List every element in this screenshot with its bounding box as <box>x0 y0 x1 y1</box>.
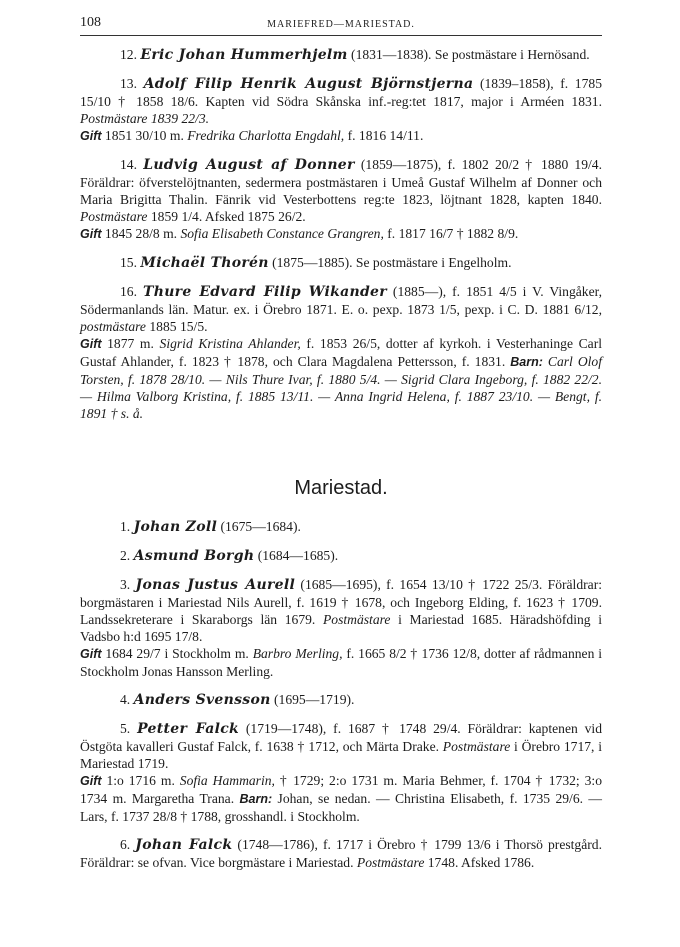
entry-12: 12. Eric Johan Hummerhjelm (1831—1838). Se postmästare i Hernösand. <box>120 47 590 63</box>
person-name: Johan Zoll <box>133 519 218 535</box>
person-name: Thure Edvard Filip Wikander <box>143 284 387 300</box>
entry-14: 14. Ludvig August af Donner (1859—1875), f. 1802 20/2 † 1880 19/4. Föräldrar: öfverstelöjtnanten, sedermera postmästaren i Umeå Gustaf Wilhelm af Donner och Maria Brigitta Thalin. Fänrik vid Vesterbottens reg:te 1823, löjtnant 1828, kapten 1840. Postmästare 1859 1/4. Afsked 1875 26/2. Gift 1845 28/8 m. Sofia Elisabeth Constance Grangren, f. 1817 16/7 † 1882 8/9. <box>80 157 602 241</box>
section-title: Mariestad. <box>294 477 388 499</box>
entry-m5: 5. Petter Falck (1719—1748), f. 1687 † 1748 29/4. Föräldrar: kaptenen vid Östgöta kavalleri Gustaf Falck, f. 1638 † 1712, och Märta Drake. Postmästare i Örebro 1717, i Mariestad 1719. Gift 1:o 1716 m. Sofia Hammarin, † 1729; 2:o 1731 m. Maria Behmer, f. 1704 † 1732; 3:o 1734 m. Margaretha Trana. Barn: Johan, se nedan. — Christina Elisabeth, f. 1735 29/6. — Lars, f. 1737 28/8 † 1788, grosshandl. i Stockholm. <box>80 721 603 824</box>
entry-16: 16. Thure Edvard Filip Wikander (1885—), f. 1851 4/5 i V. Vingåker, Södermanlands län. Matur. ex. i Örebro 1871. E. o. pexp. 1873 1/5, pexp. i C. D. 1881 6/12, postmästare 1885 15/5. Gift 1877 m. Sigrid Kristina Ahlander, f. 1853 26/5, dotter af kyrkoh. i Vesterhaninge Carl Gustaf Ahlander, f. 1823 † 1878, och Clara Magdalena Pettersson, f. 1831. Barn: Carl Olof Torsten, f. 1878 28/10. — Nils Thure Ivar, f. 1880 5/4. — Sigrid Clara Ingeborg, f. 1882 22/2. — Hilma Valborg Kristina, f. 1885 13/11. — Anna Ingrid Helena, f. 1887 23/10. — Bengt, f. 1891 † s. å. <box>80 284 603 421</box>
page-header <box>80 15 602 35</box>
person-name: Petter Falck <box>137 721 240 737</box>
barn-label: Barn: <box>239 792 273 806</box>
person-name: Jonas Justus Aurell <box>135 577 296 593</box>
person-name: Ludvig August af Donner <box>143 157 355 173</box>
running-head: MARIEFRED—MARIESTAD. <box>267 19 415 30</box>
person-name: Asmund Borgh <box>133 548 255 564</box>
entry-m2: 2. Asmund Borgh (1684—1685). <box>120 548 339 564</box>
entry-m3: 3. Jonas Justus Aurell (1685—1695), f. 1654 13/10 † 1722 25/3. Föräldrar: borgmästaren i Mariestad Nils Aurell, f. 1619 † 1678, och Ingeborg Elding, f. 1623 † 1709. Landssekreterare i Skaraborgs län 1679. Postmästare i Mariestad 1685. Häradshöfding i Vadsbo h:d 1695 17/8. Gift 1684 29/7 i Stockholm m. Barbro Merling, f. 1665 8/2 † 1736 12/8, dotter af rådmannen i Stockholm Jonas Hansson Merling. <box>80 577 602 679</box>
page-content <box>80 46 602 882</box>
gift-label: Gift <box>80 337 102 351</box>
entry-m4: 4. Anders Svensson (1695—1719). <box>120 692 355 708</box>
gift-label: Gift <box>80 129 102 143</box>
entry-m6: 6. Johan Falck (1748—1786), f. 1717 i Örebro † 1799 13/6 i Thorsö prestgård. Föräldrar: se ofvan. Vice borgmästare i Mariestad. Postmästare 1748. Afsked 1786. <box>80 837 602 870</box>
person-name: Michaël Thorén <box>140 255 269 271</box>
header-rule <box>80 35 602 36</box>
page-number: 108 <box>80 15 101 30</box>
gift-label: Gift <box>80 647 102 661</box>
person-name: Johan Falck <box>135 837 233 853</box>
entry-15: 15. Michaël Thorén (1875—1885). Se postmästare i Engelholm. <box>120 255 512 271</box>
barn-label: Barn: <box>510 355 543 369</box>
entry-13: 13. Adolf Filip Henrik August Björnstjerna (1839–1858), f. 1785 15/10 † 1858 18/6. Kapten vid Södra Skånska inf.-reg:tet 1817, major i Arméen 1831. Postmästare 1839 22/3. Gift 1851 30/10 m. Fredrika Charlotta Engdahl, f. 1816 14/11. <box>80 76 602 143</box>
gift-label: Gift <box>80 227 102 241</box>
person-name: Eric Johan Hummerhjelm <box>140 47 348 63</box>
gift-label: Gift <box>80 774 102 788</box>
entry-m1: 1. Johan Zoll (1675—1684). <box>120 519 301 535</box>
person-name: Adolf Filip Henrik August Björnstjerna <box>143 76 474 92</box>
person-name: Anders Svensson <box>133 692 271 708</box>
